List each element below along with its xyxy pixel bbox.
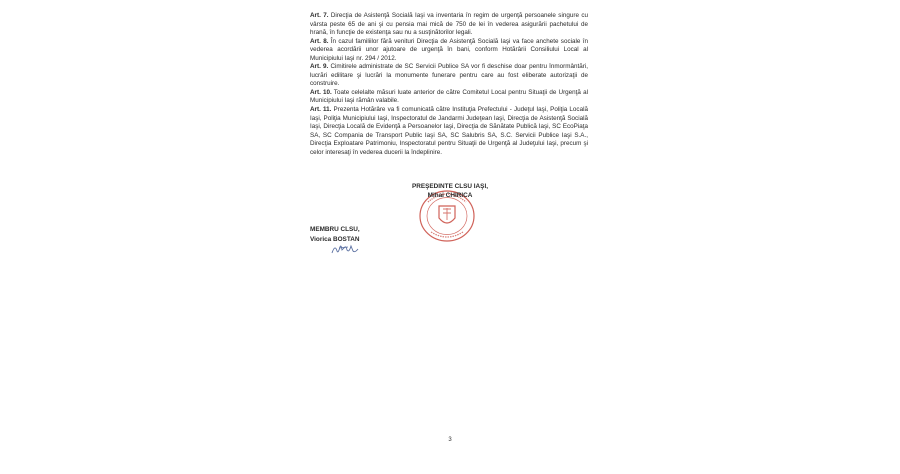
handwritten-signature-icon bbox=[330, 242, 360, 256]
article-7 bbox=[310, 12, 588, 38]
article-text: Cimitirele administrate de SC Servicii Publice SA vor fi deschise doar pentru înmormântări, lucrări edilitare şi lucrări la monumente funerare pentru care au fost eliberate autorizaţii de construire. bbox=[310, 63, 588, 88]
article-11 bbox=[310, 106, 588, 157]
article-number: Art. 10. bbox=[310, 88, 332, 96]
article-10 bbox=[310, 89, 588, 106]
article-text: Direcţia de Asistenţă Socială Iaşi va inventaria în regim de urgenţă persoanele singure cu vârsta peste 65 de ani şi cu pensia mai mică de 750 de lei în vederea asigurării pachetului de hrană, în funcţie de existenţa sau nu a susţinătorilor legali. bbox=[310, 12, 588, 37]
article-8 bbox=[310, 38, 588, 64]
page-number: 3 bbox=[448, 437, 452, 443]
article-number: Art. 7. bbox=[310, 12, 329, 19]
articles-block bbox=[310, 12, 588, 157]
article-number: Art. 9. bbox=[310, 63, 329, 71]
president-title: PREŞEDINTE CLSU IAŞI, bbox=[412, 183, 488, 190]
article-text: Prezenta Hotărâre va fi comunicată către Instituţia Prefectului - Judeţul Iaşi, Poliţia Locală Iaşi, Poliţia Municipiului Iaşi, Inspectoratul de Jandarmi Judeţean Iaşi, Direcţia de Asistenţă Socială Iaşi, Direcţia Locală de Evidenţă a Persoanelor Iaşi, Direcţia de Sănătate Publică Iaşi, SC EcoPiaţa SA, SC Compania de Transport Public Iaşi SA, SC Salubris SA, S.C. Servicii Publice Iaşi S.A., Direcţia Exploatare Patrimoniu, Inspectoratul pentru Situaţii de Urgenţă al Judeţului Iaşi, precum şi celor interesaţi în vederea ducerii la îndeplinire. bbox=[310, 106, 588, 156]
article-9 bbox=[310, 63, 588, 89]
president-signature-block bbox=[395, 182, 505, 200]
article-number: Art. 8. bbox=[310, 37, 329, 45]
article-text: În cazul familiilor fără venituri Direcţia de Asistenţă Socială Iaşi va face anchete sociale în vederea acordării unor ajutoare de urgenţă în bani, conform Hotărârii Consiliului Local al Municipiului Iaşi nr. 294 / 2012. bbox=[310, 37, 588, 62]
president-name: Mihai CHIRICA bbox=[427, 192, 473, 199]
member-name: Viorica BOSTAN bbox=[310, 235, 360, 243]
member-title: MEMBRU CLSU, bbox=[310, 226, 360, 233]
article-number: Art. 11. bbox=[310, 106, 332, 114]
article-text: Toate celelalte măsuri luate anterior de către Comitetul Local pentru Situaţii de Urgenţă al Municipiului Iaşi rămân valabile. bbox=[310, 88, 588, 105]
